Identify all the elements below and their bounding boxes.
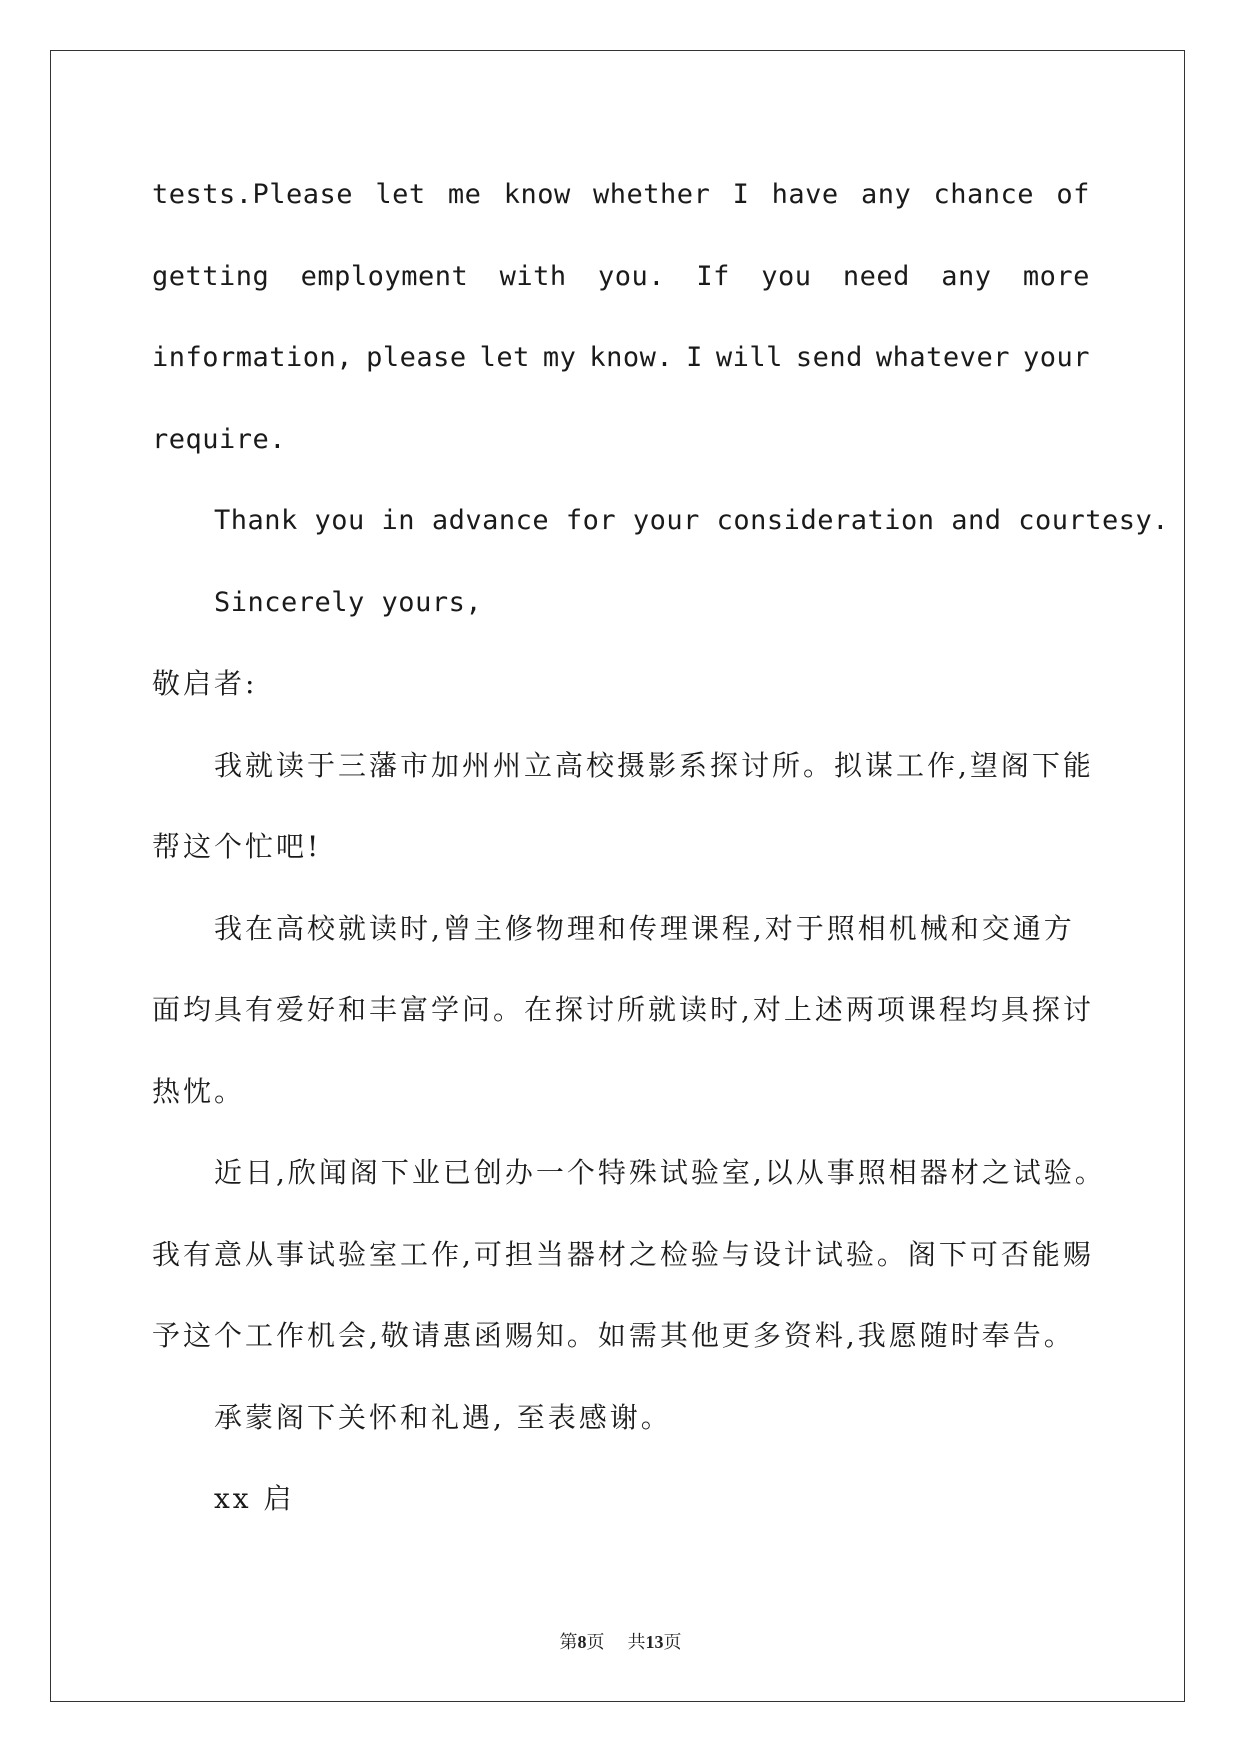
en-line-4: require. bbox=[152, 423, 287, 455]
word: information, bbox=[152, 342, 354, 373]
word: know. bbox=[589, 342, 674, 373]
word: I bbox=[686, 342, 703, 373]
word: will bbox=[715, 342, 783, 373]
letter-body bbox=[152, 165, 1170, 1551]
paragraph-2-line-1: 我在高校就读时,曾主修物理和传理课程,对于照相机械和交通方 bbox=[214, 911, 1075, 945]
word: my bbox=[542, 342, 577, 373]
paragraph-4-line-1: 承蒙阁下关怀和礼遇, 至表感谢。 bbox=[214, 1400, 672, 1434]
word: whether bbox=[593, 179, 711, 210]
en-thanks: Thank you in advance for your consideration and courtesy. bbox=[214, 505, 1170, 536]
word: of bbox=[1056, 179, 1090, 210]
paragraph-2-line-3: 热忱。 bbox=[152, 1074, 246, 1108]
word: your bbox=[1022, 342, 1090, 373]
total-pages: 13 bbox=[645, 1632, 664, 1652]
word: you bbox=[761, 260, 812, 292]
en-line-1 bbox=[152, 165, 1090, 247]
word: with bbox=[499, 260, 567, 292]
word: employment bbox=[300, 260, 469, 292]
word: let bbox=[375, 179, 426, 210]
paragraph-2-line-2: 面均具有爱好和丰富学问。在探讨所就读时,对上述两项课程均具探讨 bbox=[152, 993, 1094, 1026]
word: whatever bbox=[875, 342, 1010, 373]
word: If bbox=[696, 260, 730, 292]
salutation: 敬启者: bbox=[152, 667, 258, 700]
word: any bbox=[941, 260, 992, 292]
word: you. bbox=[597, 260, 665, 292]
word: send bbox=[795, 342, 863, 373]
paragraph-3-line-2: 我有意从事试验室工作,可担当器材之检验与设计试验。阁下可否能赐 bbox=[152, 1237, 1094, 1271]
word: I bbox=[732, 179, 750, 210]
word: have bbox=[771, 179, 839, 210]
word: need bbox=[842, 260, 910, 292]
word: tests.Please bbox=[152, 179, 354, 210]
word: any bbox=[860, 179, 912, 210]
paragraph-3-line-3: 予这个工作机会,敬请惠函赐知。如需其他更多资料,我愿随时奉告。 bbox=[152, 1319, 1075, 1352]
word: me bbox=[447, 179, 482, 210]
page-prefix: 第 bbox=[559, 1632, 578, 1653]
en-closing: Sincerely yours, bbox=[214, 586, 483, 618]
total-prefix: 共 bbox=[627, 1632, 646, 1653]
en-line-2 bbox=[152, 247, 1090, 329]
signature: xx 启 bbox=[214, 1482, 295, 1515]
word: please bbox=[366, 342, 467, 373]
paragraph-1-line-2: 帮这个忙吧! bbox=[152, 830, 322, 863]
page-footer bbox=[0, 1628, 1241, 1654]
word: more bbox=[1022, 260, 1090, 292]
page-number: 8 bbox=[577, 1632, 587, 1652]
en-line-3 bbox=[152, 328, 1090, 410]
paragraph-3-line-1: 近日,欣闻阁下业已创办一个特殊试验室,以从事照相器材之试验。 bbox=[214, 1156, 1106, 1189]
word: chance bbox=[933, 179, 1035, 210]
word: let bbox=[479, 342, 530, 373]
paragraph-1-line-1: 我就读于三藩市加州州立高校摄影系探讨所。拟谋工作,望阁下能 bbox=[214, 748, 1094, 782]
page-suffix: 页 bbox=[586, 1632, 605, 1653]
word: getting bbox=[152, 260, 270, 292]
total-suffix: 页 bbox=[663, 1632, 682, 1653]
word: know bbox=[503, 179, 571, 210]
